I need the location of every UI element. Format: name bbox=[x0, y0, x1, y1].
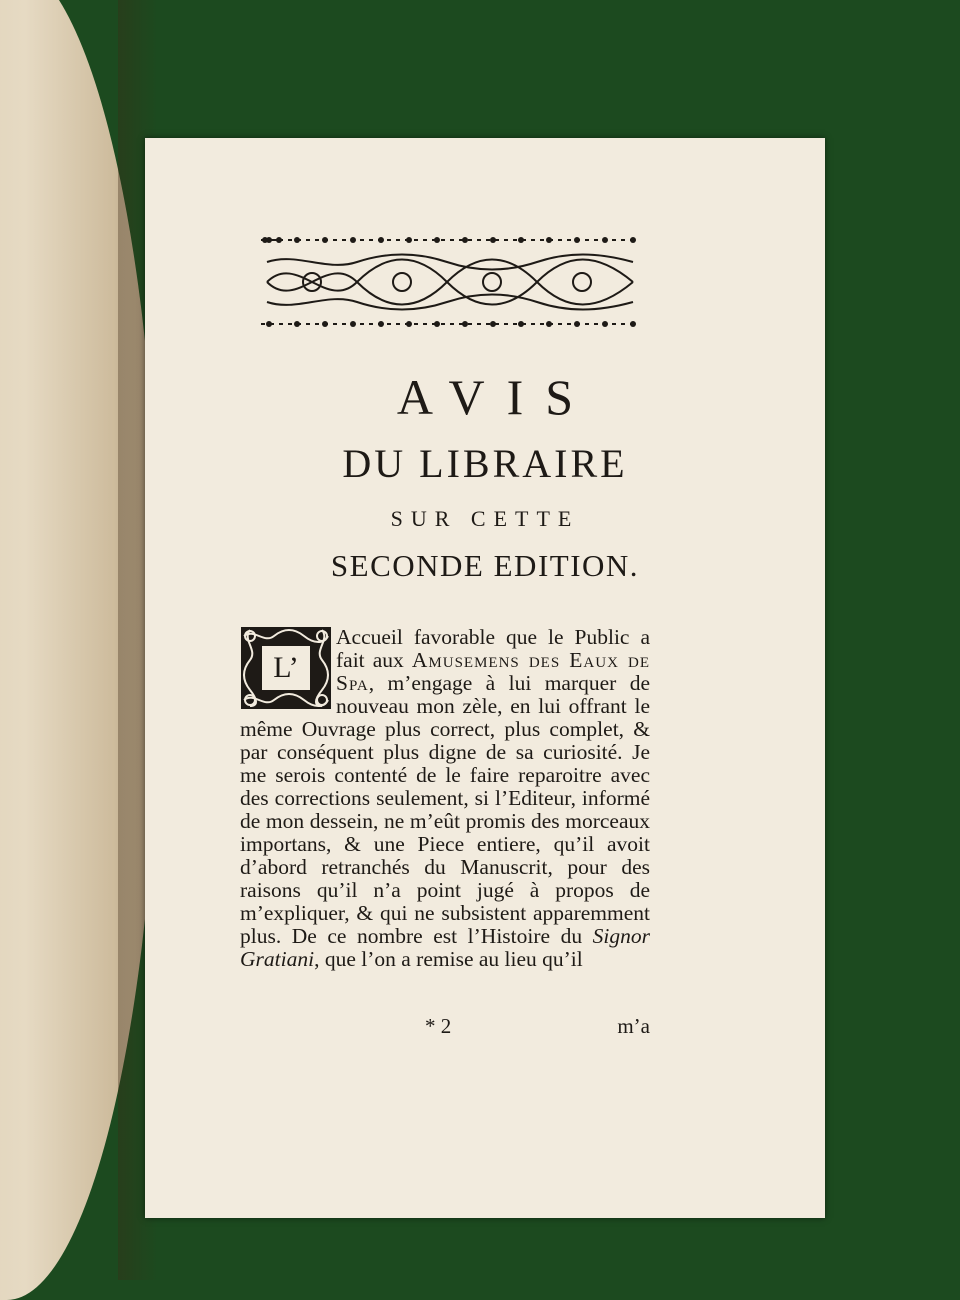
drop-cap-letter: L’ bbox=[262, 646, 310, 690]
title-avis: AVIS bbox=[396, 369, 596, 425]
book-page bbox=[145, 138, 825, 1218]
book-title-smallcaps: Amusemens des Eaux de Spa bbox=[336, 648, 650, 695]
paragraph-text-3: , que l’on a remise au lieu qu’il bbox=[314, 947, 583, 971]
title-du-libraire: DU LIBRAIRE bbox=[342, 441, 628, 486]
catchword: m’a bbox=[617, 1014, 650, 1038]
ornamental-initial bbox=[240, 626, 332, 710]
page-footer bbox=[240, 1014, 650, 1042]
title-sur-cette: SUR CETTE bbox=[390, 506, 580, 531]
signature-mark: * 2 bbox=[425, 1014, 452, 1038]
headpiece-ornament bbox=[257, 232, 643, 332]
italic-name: Signor Gratiani bbox=[240, 924, 650, 971]
body-paragraph bbox=[240, 626, 650, 971]
paragraph-text-1: Accueil favorable que le Public a fait aux bbox=[336, 625, 650, 672]
title-seconde-edition: SECONDE EDITION. bbox=[330, 548, 640, 583]
paragraph-text-2: , m’engage à lui marquer de nouveau mon zèle, en lui offrant le même Ouvrage plus correct, plus complet, & par conséquent plus digne de sa curiosité. Je me serois contenté de le faire reparoitre avec des corrections seulement, si l’Editeur, informé de mon dessein, ne m’eût promis des morceaux importans, & une Piece entiere, qu’il avoit d’abord retranchés du Manuscrit, pour des raisons qu’il n’a point jugé à propos de m’expliquer, & qui ne subsistent apparemment plus. De ce nombre est l’Histoire du bbox=[240, 671, 650, 948]
